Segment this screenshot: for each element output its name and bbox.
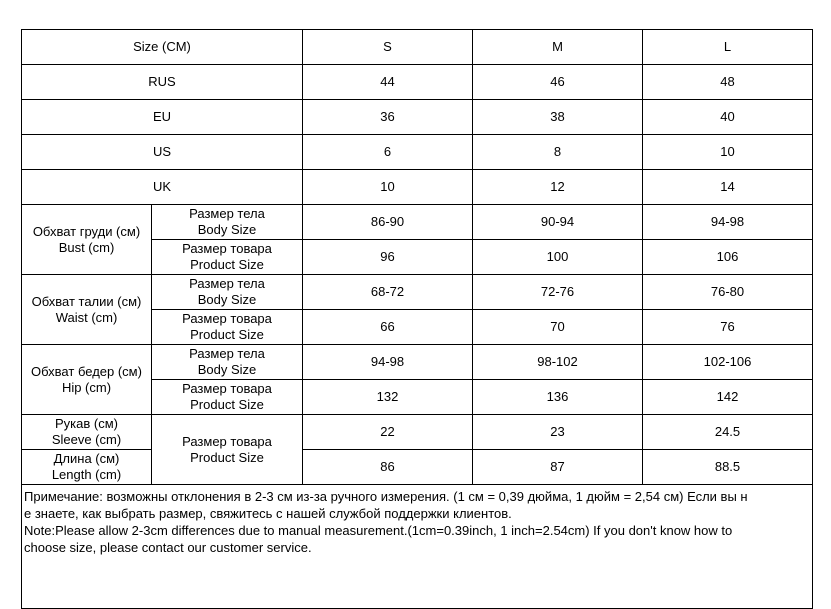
note-en-line-1: Note:Please allow 2-3cm differences due to manual measurement.(1cm=0.39inch, 1 inch=2.54cm) If you don't know how to	[24, 523, 733, 538]
size-l-header: L	[643, 30, 813, 65]
table-cell: 44	[303, 65, 473, 100]
table-cell: 96	[303, 240, 473, 275]
measurement-name-en: Length (cm)	[51, 467, 122, 482]
table-cell: 40	[643, 100, 813, 135]
measurement-label	[22, 345, 152, 415]
measurement-name-ru: Обхват груди (см)	[32, 223, 141, 239]
note-row	[22, 485, 813, 609]
sub-label-en: Body Size	[197, 222, 257, 237]
body-size-label	[152, 275, 303, 310]
table-cell: 106	[643, 240, 813, 275]
table-row	[22, 100, 813, 135]
measurement-label	[22, 450, 152, 485]
measurement-name-en: Waist (cm)	[55, 309, 118, 325]
sub-label-ru: Размер тела	[189, 206, 265, 221]
row-label: UK	[22, 170, 303, 205]
table-cell: 86-90	[303, 205, 473, 240]
table-cell: 6	[303, 135, 473, 170]
table-cell: 72-76	[473, 275, 643, 310]
table-cell: 10	[643, 135, 813, 170]
measurement-name-ru: Обхват талии (см)	[31, 293, 142, 309]
sub-label-en: Product Size	[190, 397, 264, 412]
measurement-name-en: Bust (cm)	[58, 239, 115, 255]
table-cell: 22	[303, 415, 473, 450]
sub-label-en: Product Size	[190, 257, 264, 272]
row-label: US	[22, 135, 303, 170]
header-row	[22, 30, 813, 65]
size-chart-table	[21, 29, 813, 609]
sub-label-en: Product Size	[190, 449, 264, 465]
body-size-label	[152, 205, 303, 240]
table-cell: 102-106	[643, 345, 813, 380]
table-row	[22, 65, 813, 100]
table-cell: 76	[643, 310, 813, 345]
table-cell: 14	[643, 170, 813, 205]
size-note	[22, 485, 813, 609]
sub-label-ru: Размер товара	[182, 381, 272, 396]
table-cell: 8	[473, 135, 643, 170]
product-size-label	[152, 415, 303, 485]
table-cell: 38	[473, 100, 643, 135]
measurement-name-ru: Обхват бедер (см)	[31, 363, 142, 379]
table-cell: 70	[473, 310, 643, 345]
table-row	[22, 275, 813, 310]
table-cell: 24.5	[643, 415, 813, 450]
table-cell: 46	[473, 65, 643, 100]
sub-label-ru: Размер товара	[182, 433, 272, 449]
table-row	[22, 170, 813, 205]
sub-label-ru: Размер товара	[182, 311, 272, 326]
table-cell: 36	[303, 100, 473, 135]
table-row	[22, 415, 813, 450]
table-cell: 94-98	[303, 345, 473, 380]
table-cell: 12	[473, 170, 643, 205]
size-m-header: M	[473, 30, 643, 65]
table-cell: 66	[303, 310, 473, 345]
sub-label-en: Body Size	[197, 362, 257, 377]
measurement-label	[22, 415, 152, 450]
table-cell: 94-98	[643, 205, 813, 240]
note-en-line-2: choose size, please contact our customer service.	[24, 540, 312, 555]
body-size-label	[152, 345, 303, 380]
header-label: Size (CM)	[22, 30, 303, 65]
note-ru-line-2: е знаете, как выбрать размер, свяжитесь с нашей службой поддержки клиентов.	[24, 506, 512, 521]
table-cell: 86	[303, 450, 473, 485]
sub-label-ru: Размер товара	[182, 241, 272, 256]
measurement-name-ru: Длина (см)	[53, 451, 120, 466]
table-cell: 132	[303, 380, 473, 415]
table-cell: 88.5	[643, 450, 813, 485]
sub-label-en: Body Size	[197, 292, 257, 307]
table-cell: 23	[473, 415, 643, 450]
table-cell: 87	[473, 450, 643, 485]
table-cell: 76-80	[643, 275, 813, 310]
row-label: EU	[22, 100, 303, 135]
note-ru-line-1: Примечание: возможны отклонения в 2-3 см из-за ручного измерения. (1 см = 0,39 дюйма, 1 дюйм = 2,54 см) Если вы н	[24, 489, 748, 504]
measurement-name-ru: Рукав (см)	[55, 416, 118, 431]
row-label: RUS	[22, 65, 303, 100]
sub-label-ru: Размер тела	[189, 346, 265, 361]
table-cell: 100	[473, 240, 643, 275]
table-cell: 98-102	[473, 345, 643, 380]
measurement-label	[22, 205, 152, 275]
table-row	[22, 450, 813, 485]
table-row	[22, 205, 813, 240]
table-row	[22, 135, 813, 170]
measurement-name-en: Hip (cm)	[61, 379, 112, 395]
product-size-label	[152, 380, 303, 415]
product-size-label	[152, 310, 303, 345]
measurement-name-en: Sleeve (cm)	[51, 432, 122, 447]
table-cell: 136	[473, 380, 643, 415]
table-cell: 142	[643, 380, 813, 415]
sub-label-en: Product Size	[190, 327, 264, 342]
table-cell: 90-94	[473, 205, 643, 240]
table-cell: 68-72	[303, 275, 473, 310]
table-cell: 10	[303, 170, 473, 205]
product-size-label	[152, 240, 303, 275]
sub-label-ru: Размер тела	[189, 276, 265, 291]
size-s-header: S	[303, 30, 473, 65]
table-row	[22, 345, 813, 380]
table-cell: 48	[643, 65, 813, 100]
measurement-label	[22, 275, 152, 345]
